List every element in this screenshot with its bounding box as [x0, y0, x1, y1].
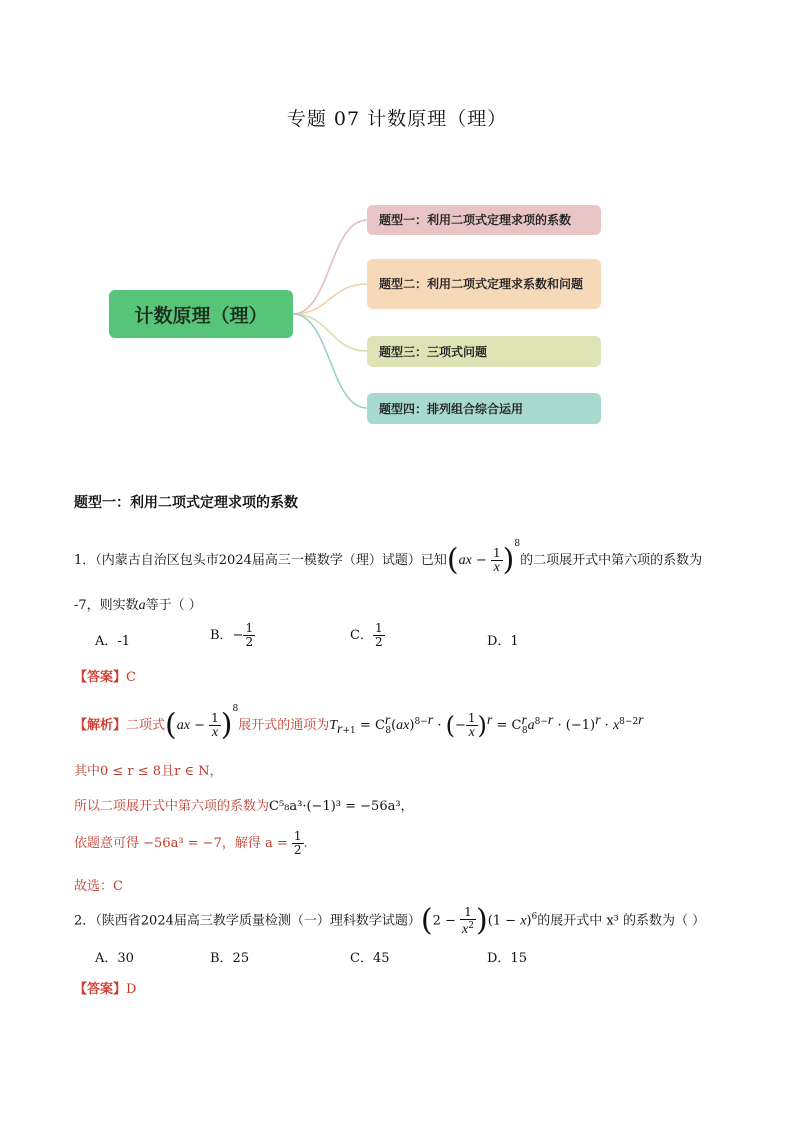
question-1-prefix: 1．（内蒙古自治区包头市2024届高三一模数学（理）试题）已知	[74, 553, 447, 568]
option-a: A．-1	[95, 634, 131, 649]
option-d: D．1	[487, 634, 519, 649]
answer-1: 【答案】C	[74, 670, 136, 685]
answer-2: 【答案】D	[74, 982, 137, 997]
analysis-1-line-1: 【解析】二项式(ax − $\frac{1}{x}$ )$^8$展开式的通项为$T_{r+1} = C^r_8(ax)^{8-r}$ · (− $\frac{1}{x}$ )$^r = C^r_8a^{8-r} \cdot (-1)^r \cdot x^{8-2r}$	[74, 704, 644, 743]
mindmap-branch-2: 题型二：利用二项式定理求系数和问题	[367, 259, 601, 309]
mindmap-branch-1: 题型一：利用二项式定理求项的系数	[367, 205, 601, 235]
analysis-1-line-2: 其中0 ≤ r ≤ 8且r ∈ N，	[74, 764, 223, 779]
mindmap-connectors	[0, 0, 794, 500]
mindmap-center-node: 计数原理（理）	[109, 290, 293, 338]
q2-option-a: A．30	[95, 951, 134, 966]
question-2-line-1: 2．（陕西省2024届高三教学质量检测（一）理科数学试题）(2 − $\frac{1}{x^2}$ )$(1 - x)^6$的展开式中 x³ 的系数为（ ）	[74, 903, 706, 938]
analysis-1-line-3: 所以二项展开式中第六项的系数为C⁵₈a³·(−1)³ = −56a³，	[74, 799, 414, 814]
option-b: B．− $\frac{1}{2}$	[210, 621, 254, 649]
question-1-line-2: -7，则实数a等于（ ）	[74, 598, 202, 613]
question-1-suffix: 的二项展开式中第六项的系数为	[520, 553, 703, 568]
question-1-line-1: 1．（内蒙古自治区包头市2024届高三一模数学（理）试题）已知(ax − $\frac{1}{x}$ )$^8$的二项展开式中第六项的系数为	[74, 539, 703, 578]
analysis-1-choose: 故选：C	[74, 879, 123, 894]
q2-option-d: D．15	[487, 951, 527, 966]
mindmap-branch-3: 题型三：三项式问题	[367, 336, 601, 367]
analysis-1-line-4: 依题意可得 −56a³ = −7，解得 a = $\frac{1}{2}$ .	[74, 829, 308, 857]
page-title: 专题 07 计数原理（理）	[286, 108, 508, 130]
section-heading: 题型一：利用二项式定理求项的系数	[74, 495, 298, 511]
q2-option-b: B．25	[210, 951, 250, 966]
q2-option-c: C．45	[350, 951, 390, 966]
mindmap-branch-4: 题型四：排列组合综合运用	[367, 393, 601, 424]
option-c: C． $\frac{1}{2}$	[350, 621, 383, 649]
